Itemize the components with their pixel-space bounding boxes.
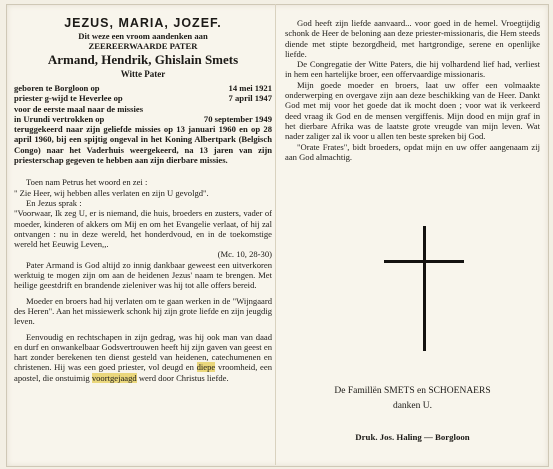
- paragraph: "Orate Frates", bidt broeders, opdat mijn en uw offer aangenaam zij aan God almachtig.: [285, 141, 540, 162]
- scripture-reference-row: [14, 249, 272, 259]
- paragraph: Mijn goede moeder en broers, laat uw offer een volmaakte onderwerping en overgave zijn aan deze beschikking van de Heer. Dankt God met mij voor het goede dat ik mocht doen ; voor wat ik verkeerd deed vraag ik God en de mensen vergiffenis. Mijn dood en mijn graf in het dierbare Afrika was de laatste grote vreugde van mijn leven. Wat nader zaliger zal ik voor u allen ten beste spreken bij God.: [285, 79, 540, 142]
- mission-label: in Urundi vertrokken op: [14, 113, 105, 124]
- birth-date: 14 mei 1921: [228, 83, 272, 93]
- printer-credit: Druk. Jos. Haling — Borgloon: [355, 432, 470, 442]
- mission-row: [14, 114, 272, 124]
- paragraph: God heeft zijn liefde aanvaard... voor goed in de hemel. Vroegtijdig schonk de Heer de beloning aan deze priester-missionaris, die Hem steeds diende met stipte bezorgdheid, met hartgrondige, serene en openlijke liefde.: [285, 18, 540, 59]
- paragraph: "Voorwaar, Ik zeg U, er is niemand, die huis, broeders en zusters, vader of moeder, kinderen of akkers om Mij en om het Evangelie verlaat, of hij zal ontvangen : nu in deze wereld, het honderdvoud, en in de toekomstige wereld het Eeuwig Leven,,.: [14, 208, 272, 250]
- left-page: [14, 16, 272, 383]
- title-line: ZEEREERWAARDE PATER: [88, 41, 198, 51]
- paragraph-text: vroomheid, een apostel, die onstuimig: [14, 362, 272, 383]
- deceased-name: Armand, Hendrik, Ghislain Smets: [47, 52, 239, 67]
- birth-row: [14, 83, 272, 93]
- intro-line: Dit weze een vroom aandenken aan: [78, 31, 208, 41]
- paragraph-text: Eenvoudig en rechtschapen in zijn gedrag, was hij ook man van daad en durf en onwankelbaar Godsvertrouwen heeft hij zijn gaven van geest en hart zonder berekenen ten dienst gesteld van heidenen, catechumenen en christenen. Hij was een goed priester, vol deugd en: [14, 331, 272, 373]
- family-thanks: [285, 384, 540, 414]
- holy-names-heading: JEZUS, MARIA, JOZEF.: [64, 16, 222, 30]
- order-label: Witte Pater: [120, 69, 166, 79]
- family-names: De Famillën SMETS en SCHOENAERS: [334, 386, 491, 396]
- ordination-row: [14, 93, 272, 103]
- biographical-facts: [14, 83, 272, 165]
- paragraph: Moeder en broers had hij verlaten om te gaan werken in de "Wijngaard des Heren". Aan het missiewerk schonk hij zijn grote liefde en zijn jeugdig leven.: [14, 295, 272, 327]
- scripture-reference: (Mc. 10, 28-30): [217, 249, 272, 260]
- scripture-and-tribute: [14, 177, 272, 383]
- paragraph: " Zie Heer, wij hebben alles verlaten en zijn U gevolgd".: [14, 187, 209, 198]
- right-page: [285, 18, 540, 162]
- ordination-label: priester g-wijd te Heverlee op: [14, 93, 123, 104]
- thanks-line: danken U.: [392, 401, 433, 411]
- return-and-death-text: teruggekeerd naar zijn geliefde missies op 13 januari 1960 en op 28 april 1960, bij een spijtig ongeval in het Koning Albertpark (Belgisch Congo) naar het Vaderhuis weergekeerd, na 13 jaren van zijn priesterschap gegeven te hebben aan zijn dierbare missies.: [14, 124, 272, 166]
- mission-line: voor de eerste maal naar de missies: [14, 103, 144, 114]
- highlighted-word: voortgejaagd: [91, 372, 137, 383]
- cross-icon: [424, 226, 425, 227]
- paragraph: [14, 332, 272, 383]
- birth-label: geboren te Borgloon op: [14, 83, 100, 93]
- paragraph: Toen nam Petrus het woord en zei :: [26, 177, 148, 188]
- paragraph: De Congregatie der Witte Paters, die hij volhardend lief had, verliest in hem een hartelijke broer, een offervaardige missionaris.: [285, 59, 540, 80]
- paragraph-text: werd door Christus liefde.: [136, 372, 229, 383]
- mission-date: 70 september 1949: [203, 113, 272, 124]
- paragraph: En Jezus sprak :: [26, 197, 82, 208]
- paragraph: Pater Armand is God altijd zo innig dankbaar geweest een uitverkoren werktuig te mogen zijn om aan de heidenen Jezus' naam te brengen. Met heilige geestdrift en brandende zieleniver was hij tot alle offers bereid.: [14, 259, 272, 291]
- ordination-date: 7 april 1947: [228, 93, 272, 104]
- highlighted-word: diepe: [196, 362, 216, 373]
- card-fold-line: [275, 4, 276, 465]
